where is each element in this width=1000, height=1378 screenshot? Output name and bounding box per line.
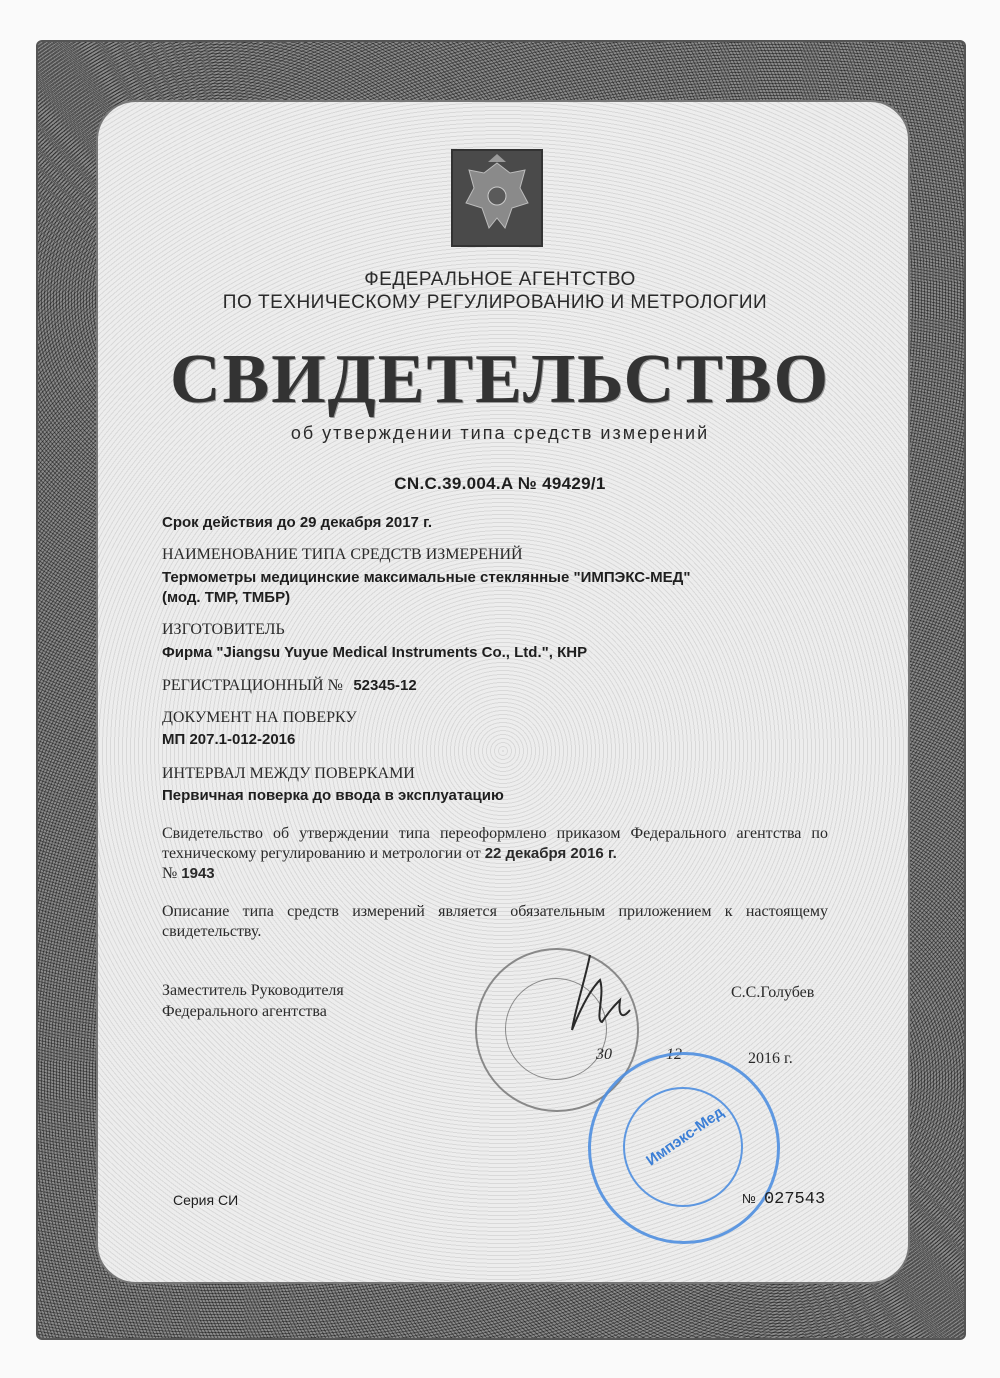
date-month: 12 [666,1046,682,1063]
order-number: 1943 [181,865,215,882]
validity-date: Срок действия до 29 декабря 2017 г. [162,514,432,531]
verification-doc-label: ДОКУМЕНТ НА ПОВЕРКУ [162,709,357,726]
type-name-label: НАИМЕНОВАНИЕ ТИПА СРЕДСТВ ИЗМЕРЕНИЙ [162,546,523,563]
reissue-paragraph [162,824,828,884]
agency-name-line1: ФЕДЕРАЛЬНОЕ АГЕНТСТВО [364,269,636,290]
description-paragraph: Описание типа средств измерений является обязательным приложением к настоящему свидетельству. [162,903,828,940]
type-name-value-line1: Термометры медицинские максимальные стеклянные "ИМПЭКС-МЕД" [162,569,691,586]
agency-name-line2: ПО ТЕХНИЧЕСКОМУ РЕГУЛИРОВАНИЮ И МЕТРОЛОГИИ [222,292,768,313]
series-label: Серия СИ [173,1192,239,1208]
reissue-text: Свидетельство об утверждении типа переоформлено приказом Федерального агентства по техническому регулированию и метрологии от [162,825,828,862]
signature [560,950,640,1040]
document-subtitle: об утверждении типа средств измерений [290,423,710,443]
order-prefix: № [162,865,178,882]
signatory-title-line2: Федерального агентства [162,1003,327,1020]
company-stamp [588,1052,780,1244]
coat-of-arms-icon [450,148,544,248]
date-year: 2016 г. [748,1050,793,1067]
company-stamp-text: Импэкс-Мед [643,1103,727,1170]
certificate-number: CN.C.39.004.A № 49429/1 [394,474,606,493]
series-number-row [742,1190,825,1209]
manufacturer-value: Фирма "Jiangsu Yuyue Medical Instruments Co., Ltd.", КНР [162,644,588,661]
verification-interval-label: ИНТЕРВАЛ МЕЖДУ ПОВЕРКАМИ [162,765,415,782]
signatory-name: С.С.Голубев [731,984,815,1001]
registration-label: РЕГИСТРАЦИОННЫЙ № [162,677,343,694]
reissue-date: 22 декабря 2016 г. [484,845,617,862]
verification-interval-value: Первичная поверка до ввода в эксплуатацию [162,787,504,804]
registration-value: 52345-12 [353,677,417,694]
registration-row [162,677,417,695]
verification-doc-value: МП 207.1-012-2016 [162,731,296,748]
document-title: СВИДЕТЕЛЬСТВО [169,341,831,418]
type-name-value-line2: (мод. ТМР, ТМБР) [162,589,291,606]
series-number: 027543 [763,1190,826,1209]
manufacturer-label: ИЗГОТОВИТЕЛЬ [162,621,285,638]
series-number-prefix: № [742,1191,756,1206]
date-day: 30 [596,1046,612,1063]
signatory-title-line1: Заместитель Руководителя [162,982,344,999]
